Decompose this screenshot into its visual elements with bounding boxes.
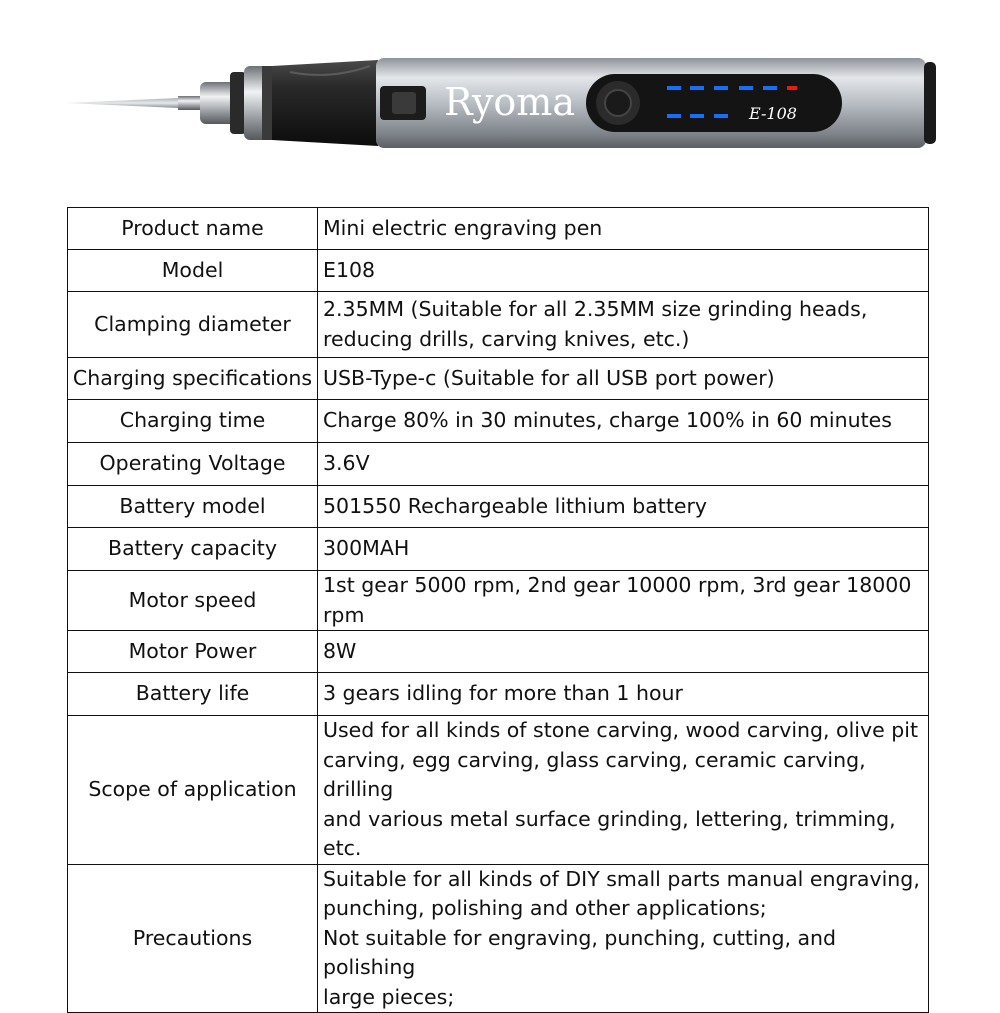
value-line: and various metal surface grinding, lettering, trimming, etc. <box>323 806 896 860</box>
table-row <box>68 250 929 292</box>
row-label: Operating Voltage <box>68 443 318 486</box>
row-value: USB-Type-c (Suitable for all USB port power) <box>318 358 929 400</box>
row-value <box>318 292 929 358</box>
row-value: 3 gears idling for more than 1 hour <box>318 673 929 716</box>
row-label: Battery life <box>68 673 318 716</box>
table-row <box>68 292 929 358</box>
row-value: Mini electric engraving pen <box>318 208 929 250</box>
table-row <box>68 208 929 250</box>
row-value: 1st gear 5000 rpm, 2nd gear 10000 rpm, 3rd gear 18000 rpm <box>318 571 929 631</box>
table-row <box>68 400 929 443</box>
table-row <box>68 571 929 631</box>
row-label: Motor Power <box>68 631 318 673</box>
table-row <box>68 631 929 673</box>
value-line: reducing drills, carving knives, etc.) <box>323 326 690 351</box>
row-label: Motor speed <box>68 571 318 631</box>
value-line: Used for all kinds of stone carving, wood carving, olive pit <box>323 718 919 742</box>
bit-tip <box>66 98 182 108</box>
row-value: 300MAH <box>318 528 929 571</box>
row-value: 501550 Rechargeable lithium battery <box>318 486 929 528</box>
engraving-pen-image <box>0 0 1000 200</box>
value-line: punching, polishing and other applications; <box>323 896 767 920</box>
row-value: Charge 80% in 30 minutes, charge 100% in 60 minutes <box>318 400 929 443</box>
table-row <box>68 486 929 528</box>
row-value <box>318 864 929 1013</box>
row-label: Battery capacity <box>68 528 318 571</box>
row-label: Charging time <box>68 400 318 443</box>
brand-logo: Ryoma <box>444 80 575 124</box>
row-label: Battery model <box>68 486 318 528</box>
table-row <box>68 716 929 865</box>
row-label: Model <box>68 250 318 292</box>
table-row <box>68 673 929 716</box>
value-line: Suitable for all kinds of DIY small parts manual engraving, <box>323 866 920 891</box>
value-line: 2.35MM (Suitable for all 2.35MM size grinding heads, <box>323 297 868 321</box>
row-label: Scope of application <box>68 716 318 865</box>
row-value: 8W <box>318 631 929 673</box>
row-label: Clamping diameter <box>68 292 318 358</box>
table-row <box>68 443 929 486</box>
table-row <box>68 528 929 571</box>
row-label: Charging specifications <box>68 358 318 400</box>
row-label: Precautions <box>68 864 318 1013</box>
value-line: carving, egg carving, glass carving, ceramic carving, drilling <box>323 747 866 801</box>
model-label: E-108 <box>749 104 797 123</box>
spec-table <box>67 207 929 1013</box>
row-label: Product name <box>68 208 318 250</box>
row-value <box>318 716 929 865</box>
table-row <box>68 358 929 400</box>
table-row <box>68 864 929 1013</box>
value-line: Not suitable for engraving, punching, cutting, and polishing <box>323 925 837 979</box>
rubber-grip <box>272 60 378 146</box>
row-value: E108 <box>318 250 929 292</box>
row-value: 3.6V <box>318 443 929 486</box>
value-line: large pieces; <box>323 984 455 1009</box>
